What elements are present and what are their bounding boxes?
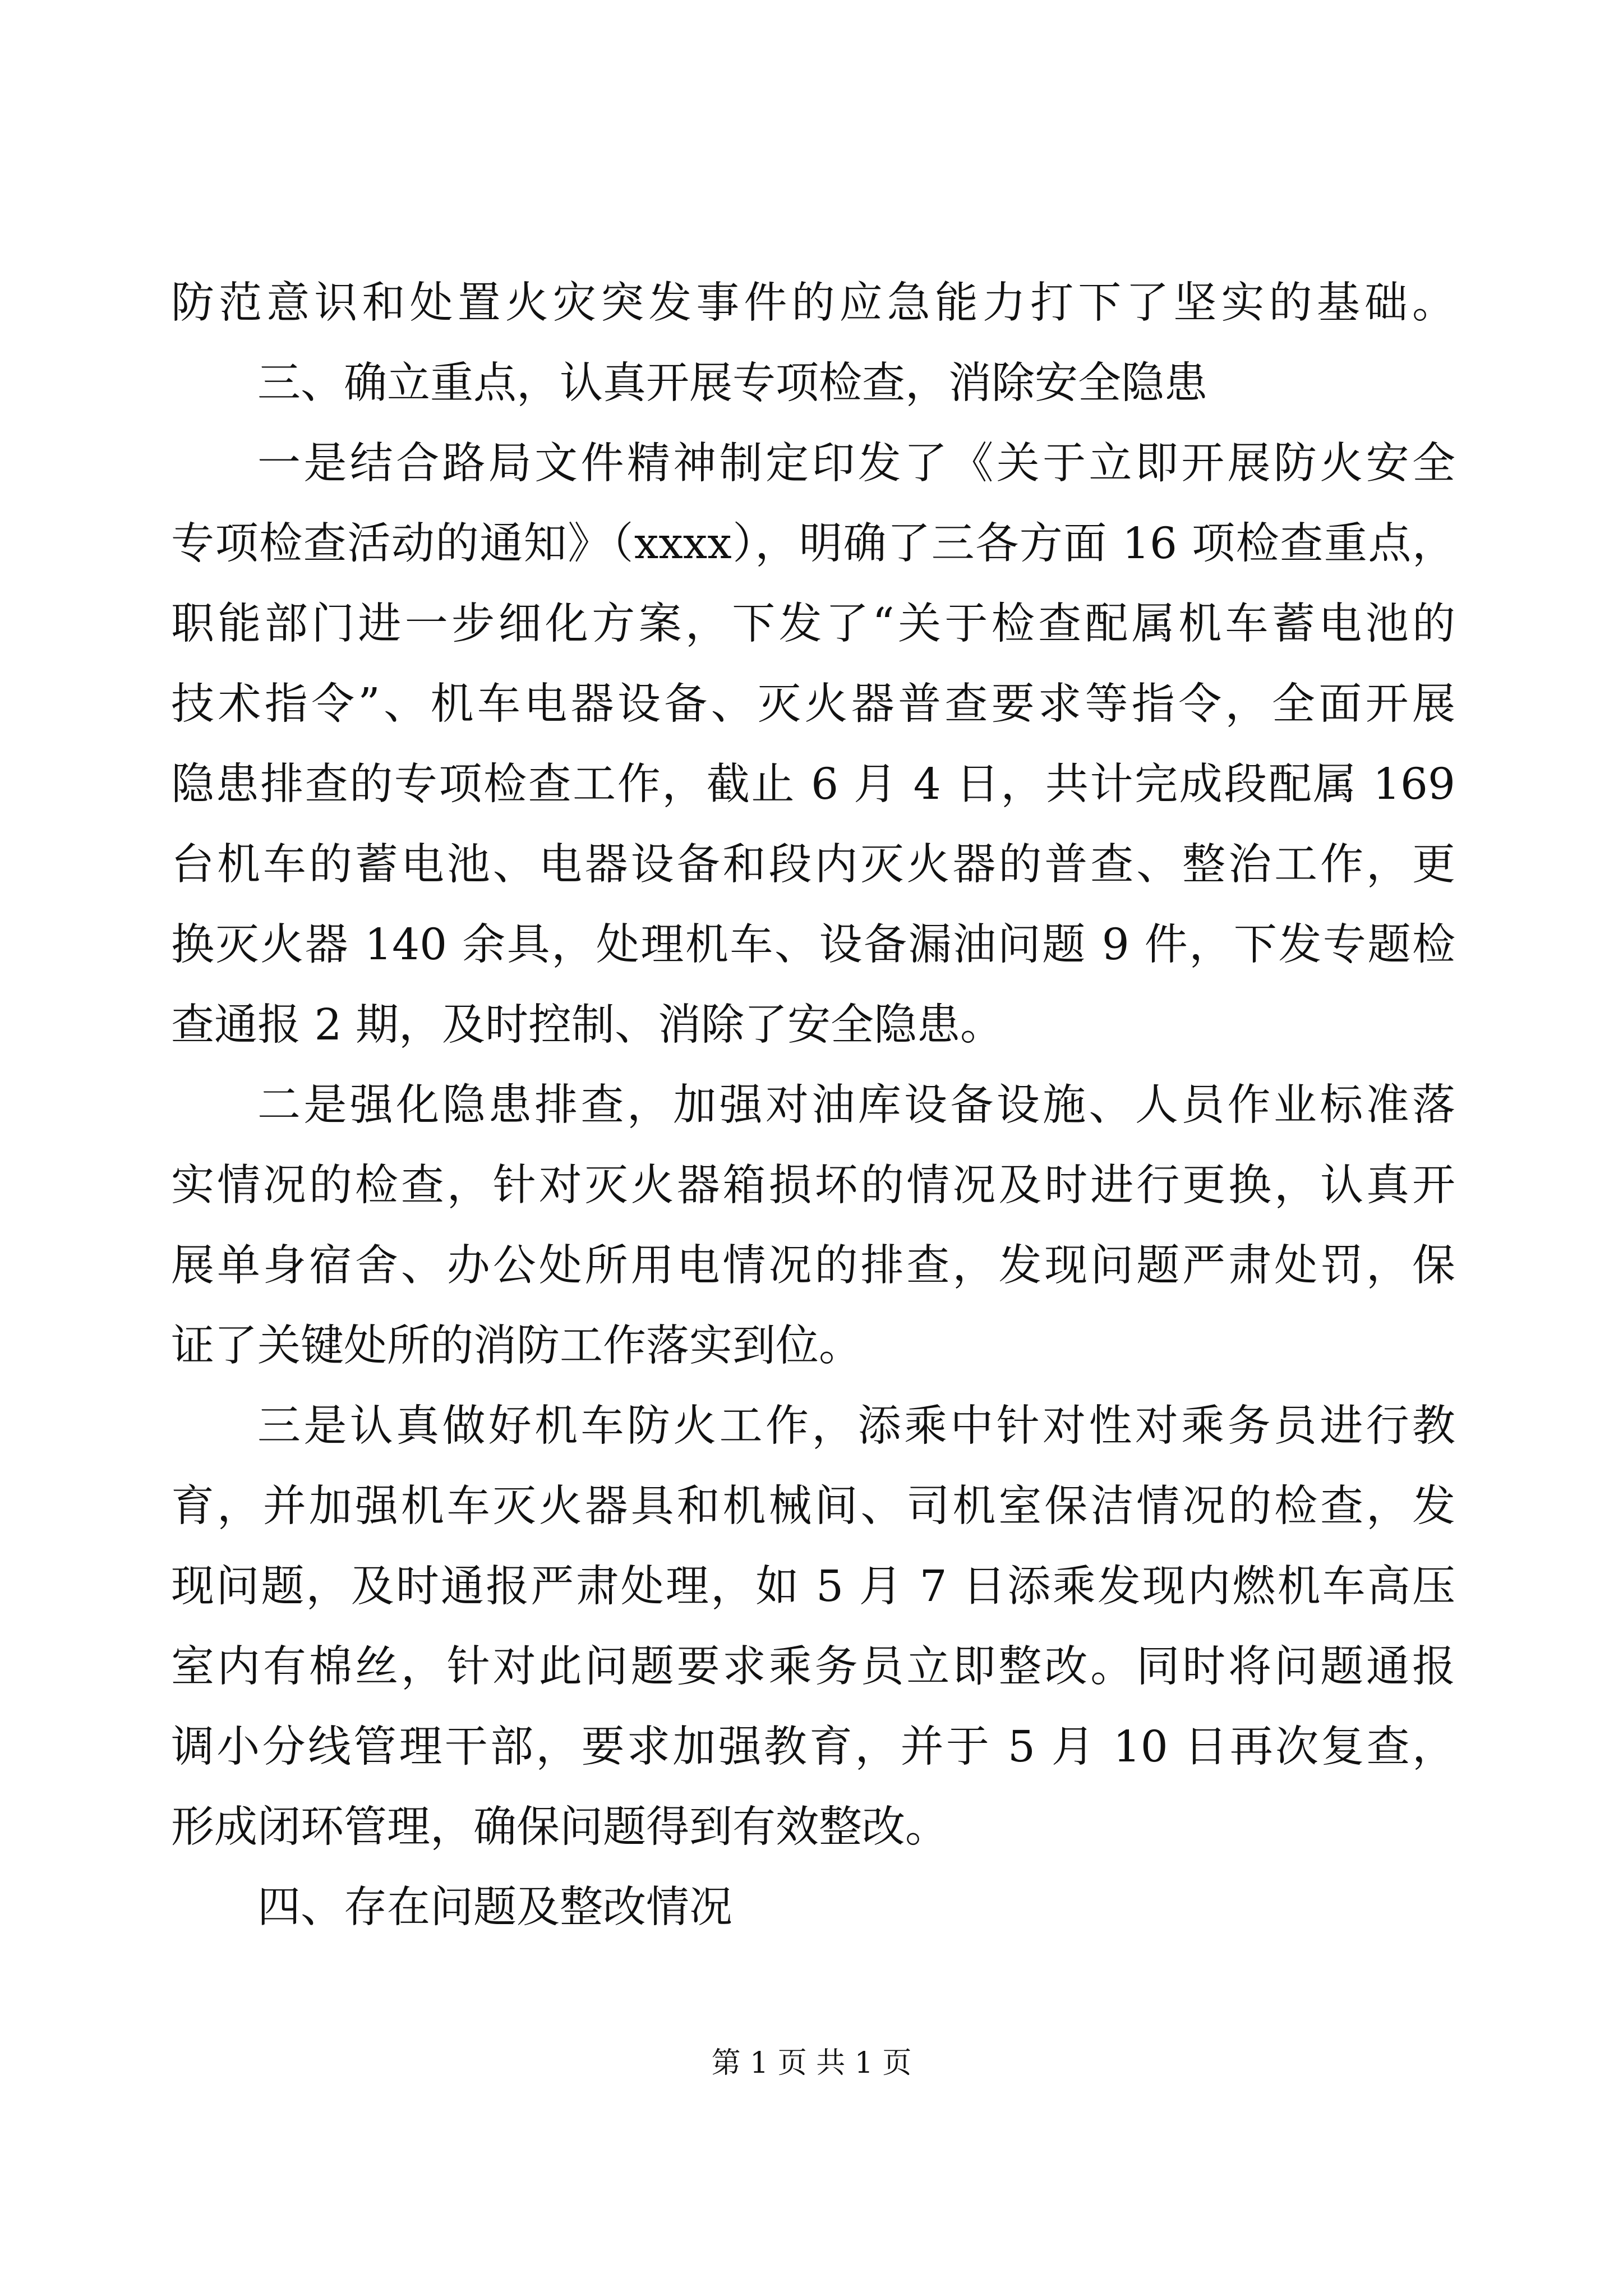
body-text-line: 防范意识和处置火灾突发事件的应急能力打下了坚实的基础。: [171, 278, 1455, 328]
section-heading: 四、存在问题及整改情况: [257, 1883, 732, 1932]
body-text-line: 现问题，及时通报严肃处理，如 5 月 7 日添乘发现内燃机车高压: [171, 1562, 1455, 1612]
body-text-line: 育，并加强机车灭火器具和机械间、司机室保洁情况的检查，发: [171, 1481, 1455, 1531]
body-text-line: 三是认真做好机车防火工作，添乘中针对性对乘务员进行教: [257, 1401, 1455, 1451]
body-text-line: 调小分线管理干部，要求加强教育，并于 5 月 10 日再次复查，: [171, 1722, 1455, 1772]
section-heading: 三、确立重点，认真开展专项检查，消除安全隐患: [257, 358, 1207, 408]
body-text-line: 隐患排查的专项检查工作，截止 6 月 4 日，共计完成段配属 169: [171, 760, 1455, 809]
body-text-line: 形成闭环管理，确保问题得到有效整改。: [171, 1802, 948, 1852]
body-text-line: 二是强化隐患排查，加强对油库设备设施、人员作业标准落: [257, 1080, 1455, 1130]
body-text-line: 一是结合路局文件精神制定印发了《关于立即开展防火安全: [257, 439, 1455, 489]
body-text-line: 台机车的蓄电池、电器设备和段内灭火器的普查、整治工作，更: [171, 840, 1455, 890]
body-text-line: 专项检查活动的通知》（xxxx），明确了三各方面 16 项检查重点，: [171, 519, 1455, 569]
body-text-line: 换灭火器 140 余具，处理机车、设备漏油问题 9 件，下发专题检: [171, 920, 1455, 970]
body-text-line: 技术指令”、机车电器设备、灭火器普查要求等指令，全面开展: [171, 679, 1455, 729]
body-text-line: 证了关键处所的消防工作落实到位。: [171, 1321, 862, 1371]
body-text-line: 展单身宿舍、办公处所用电情况的排查，发现问题严肃处罚，保: [171, 1241, 1455, 1291]
page-number-footer: 第 1 页 共 1 页: [711, 2046, 912, 2080]
body-text-line: 室内有棉丝，针对此问题要求乘务员立即整改。同时将问题通报: [171, 1642, 1455, 1692]
body-text-line: 职能部门进一步细化方案，下发了“关于检查配属机车蓄电池的: [171, 599, 1455, 649]
body-text-line: 查通报 2 期，及时控制、消除了安全隐患。: [171, 1000, 1003, 1050]
body-text-line: 实情况的检查，针对灭火器箱损坏的情况及时进行更换，认真开: [171, 1161, 1455, 1211]
